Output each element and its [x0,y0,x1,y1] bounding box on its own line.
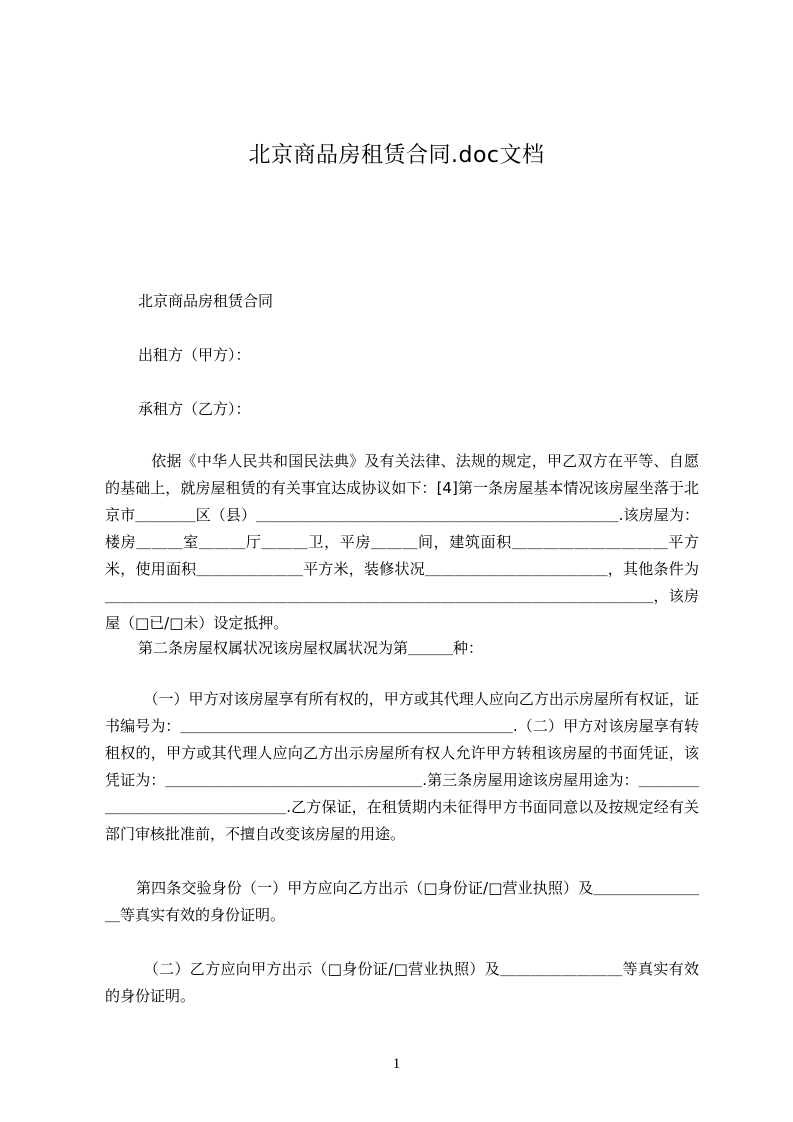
lessor-line: 出租方（甲方）： [138,346,251,364]
rights-paragraph: （一）甲方对该房屋享有所有权的，甲方或其代理人应向乙方出示房屋所有权证，证书编号为：＿＿＿＿＿＿＿＿＿＿＿＿＿＿＿＿＿＿＿＿＿＿.（二）甲方对该房屋享有转租权的，甲方或其代理人应向乙方出示房屋所有权人允许甲方转租该房屋的书面凭证，该凭证为：＿＿＿＿＿＿＿＿＿＿＿＿＿＿＿＿＿.第三条房屋用途该房屋用途为：＿＿＿＿＿＿＿＿＿＿＿＿＿＿＿＿.乙方保证，在租赁期内未征得甲方书面同意以及按规定经有关部门审核批准前，不擅自改变该房屋的用途。 [105,690,699,843]
basis-paragraph: 依据《中华人民共和国民法典》及有关法律、法规的规定，甲乙双方在平等、自愿的基础上，就房屋租赁的有关事宜达成协议如下：[4]第一条房屋基本情况该房屋坐落于北京市＿＿＿＿区（县）＿＿＿＿＿＿＿＿＿＿＿＿＿＿＿＿＿＿＿＿＿＿＿＿.该房屋为：楼房＿＿＿室＿＿＿厅＿＿＿卫，平房＿＿＿间，建筑面积＿＿＿＿＿＿＿＿＿＿平方米，使用面积＿＿＿＿＿＿＿平方米，装修状况＿＿＿＿＿＿＿＿＿＿＿＿，其他条件为＿＿＿＿＿＿＿＿＿＿＿＿＿＿＿＿＿＿＿＿＿＿＿＿＿＿＿＿＿＿＿＿＿＿＿＿，该房屋（□已/□未）设定抵押。 [105,452,699,632]
contract-name: 北京商品房租赁合同 [138,292,274,310]
lessee-line: 承租方（乙方）： [138,400,251,418]
article-2-line: 第二条房屋权属状况该房屋权属状况为第＿＿＿种： [138,639,484,657]
document-title: 北京商品房租赁合同.doc文档 [248,143,545,168]
page-number: 1 [392,1056,401,1072]
identity-paragraph-2: （二）乙方应向甲方出示（□身份证/□营业执照）及＿＿＿＿＿＿＿＿等真实有效的身份证明。 [105,960,699,1005]
identity-paragraph-1: 第四条交验身份（一）甲方应向乙方出示（□身份证/□营业执照）及＿＿＿＿＿＿＿＿等真实有效的身份证明。 [105,879,699,924]
